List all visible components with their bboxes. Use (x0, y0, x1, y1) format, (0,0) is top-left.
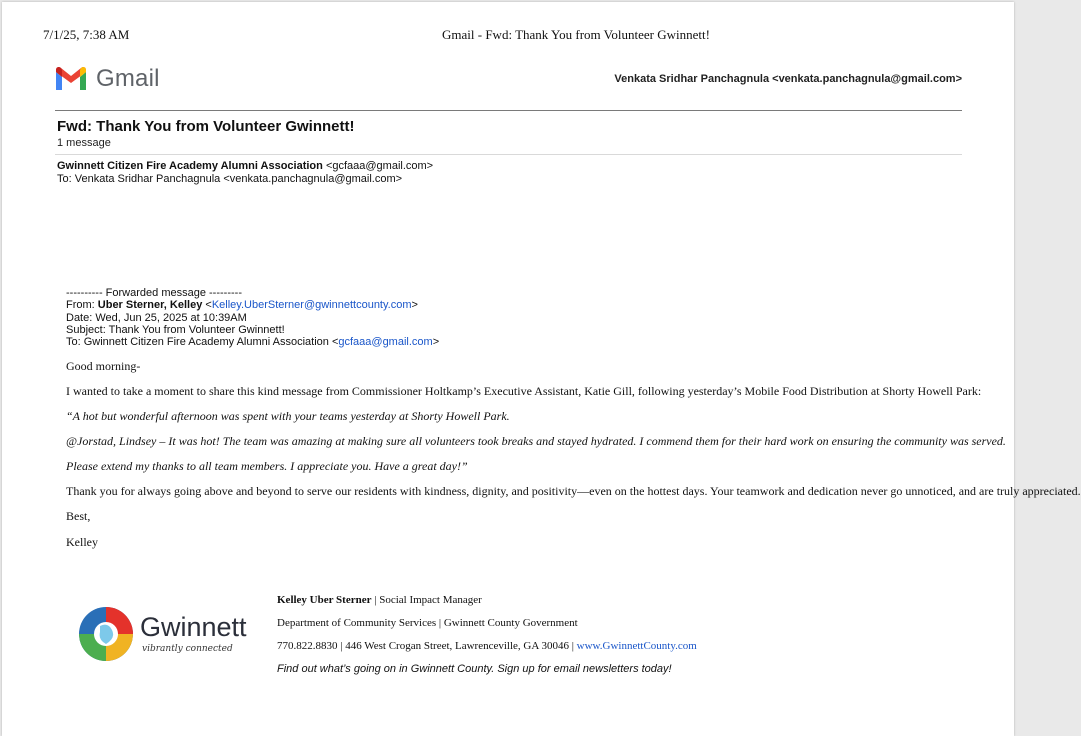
message-sender (57, 160, 433, 172)
forwarded-to-prefix: To: Gwinnett Citizen Fire Academy Alumni Association < (66, 336, 339, 348)
forwarded-to-close: > (432, 336, 440, 348)
gmail-logo[interactable] (54, 65, 160, 93)
sender-name: Gwinnett Citizen Fire Academy Alumni Association (57, 160, 323, 172)
forwarded-subject: Subject: Thank You from Volunteer Gwinnett! (66, 324, 285, 336)
forwarded-from-close: > (411, 299, 418, 311)
body-quote-3: Please extend my thanks to all team members. I appreciate you. Have a great day!” (66, 459, 468, 473)
gwinnett-swirl-icon (78, 606, 134, 662)
body-quote-2: @Jorstad, Lindsey – It was hot! The team was amazing at making sure all volunteers took breaks and stayed hydrated. I commend them for their hard work on ensuring the community was served. (66, 434, 1006, 448)
print-datetime: 7/1/25, 7:38 AM (43, 27, 130, 42)
gwinnett-logo (78, 606, 247, 662)
forwarded-date: Date: Wed, Jun 25, 2025 at 10:39AM (66, 312, 247, 324)
thread-subject: Fwd: Thank You from Volunteer Gwinnett! (57, 118, 355, 135)
body-paragraph-1: I wanted to take a moment to share this kind message from Commissioner Holtkamp’s Executive Assistant, Katie Gill, following yesterday’s Mobile Food Distribution at Shorty Howell Park: (66, 384, 982, 398)
gmail-m-icon (54, 66, 88, 92)
print-page-title: Gmail - Fwd: Thank You from Volunteer Gwinnett! (442, 27, 710, 42)
body-sender-name: Kelley (66, 535, 98, 549)
forwarded-to-email-link[interactable]: gcfaaa@gmail.com (338, 336, 433, 348)
forwarded-from-name: Uber Sterner, Kelley (97, 299, 203, 311)
forwarded-from (66, 299, 418, 311)
message-recipient: To: Venkata Sridhar Panchagnula <venkata.panchagnula@gmail.com> (57, 173, 403, 185)
sender-email: <gcfaaa@gmail.com> (325, 160, 434, 172)
forwarded-from-open: < (202, 299, 212, 311)
forwarded-from-email-link[interactable]: Kelley.UberSterner@gwinnettcounty.com (211, 299, 412, 311)
forwarded-from-prefix: From: (66, 299, 98, 311)
body-greeting: Good morning- (66, 359, 141, 373)
body-closing: Best, (66, 509, 91, 523)
message-count: 1 message (57, 137, 111, 149)
subject-divider (55, 154, 962, 155)
printed-page (2, 2, 1081, 736)
signature-title: | Social Impact Manager (371, 594, 482, 606)
signature-newsletter-link[interactable]: Find out what’s going on in Gwinnett County. Sign up for email newsletters today! (277, 663, 672, 675)
forwarded-to (66, 336, 439, 348)
signature-department: Department of Community Services | Gwinnett County Government (277, 617, 578, 629)
signature-name: Kelley Uber Sterner (277, 594, 372, 606)
gwinnett-wordmark: Gwinnett (140, 612, 247, 642)
forwarded-separator: ---------- Forwarded message --------- (66, 287, 242, 299)
gmail-wordmark: Gmail (96, 65, 160, 92)
signature-website-link[interactable]: www.GwinnettCounty.com (576, 640, 697, 652)
header-divider (55, 110, 962, 111)
signature-contact-text: 770.822.8830 | 446 West Crogan Street, Lawrenceville, GA 30046 | (277, 640, 577, 652)
account-identity: Venkata Sridhar Panchagnula <venkata.panchagnula@gmail.com> (614, 73, 962, 85)
signature-name-line (277, 594, 482, 606)
gwinnett-tagline: vibrantly connected (142, 644, 233, 654)
signature-contact (277, 640, 697, 652)
body-paragraph-2: Thank you for always going above and beyond to serve our residents with kindness, dignity, and positivity—even on the hottest days. Your teamwork and dedication never go unnoticed, and are truly appreciated. (66, 484, 1081, 498)
body-quote-1: “A hot but wonderful afternoon was spent with your teams yesterday at Shorty Howell Park. (66, 409, 510, 423)
